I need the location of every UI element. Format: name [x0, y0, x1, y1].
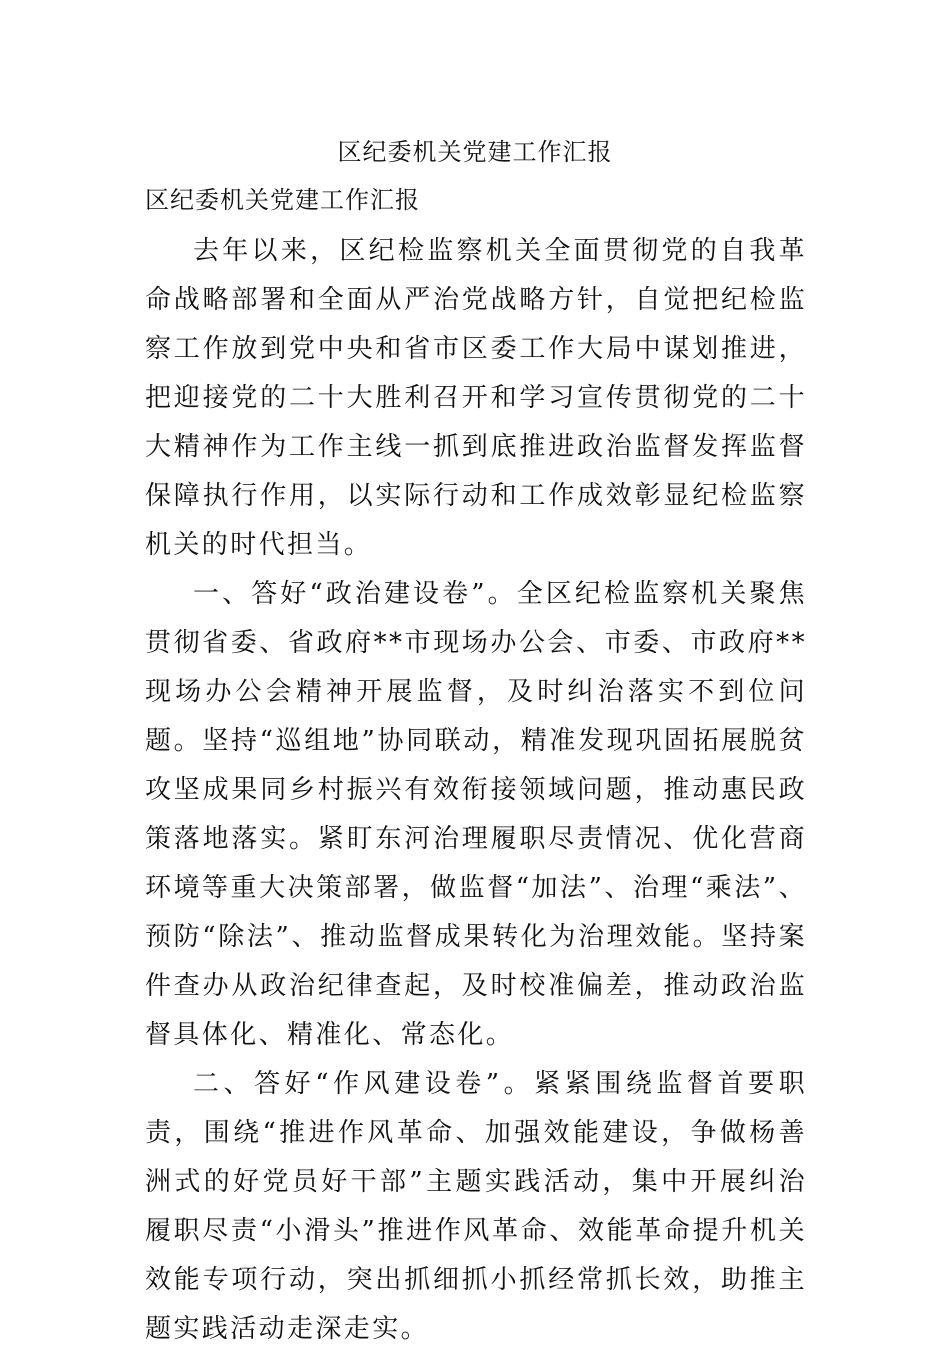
document-body	[145, 227, 807, 1354]
paragraph-intro: 去年以来，区纪检监察机关全面贯彻党的自我革命战略部署和全面从严治党战略方针，自觉把纪检监察工作放到党中央和省市区委工作大局中谋划推进，把迎接党的二十大胜利召开和学习宣传贯彻党的二十大精神作为工作主线一抓到底推进政治监督发挥监督保障执行作用，以实际行动和工作成效彰显纪检监察机关的时代担当。	[145, 236, 807, 560]
document-subtitle: 区纪委机关党建工作汇报	[145, 186, 420, 214]
document-title: 区纪委机关党建工作汇报	[337, 138, 613, 166]
paragraph-political-construction: 一、答好“政治建设卷”。全区纪检监察机关聚焦贯彻省委、省政府**市现场办公会、市委、市政府**现场办公会精神开展监督，及时纠治落实不到位问题。坚持“巡组地”协同联动，精准发现巩固拓展脱贫攻坚成果同乡村振兴有效衔接领域问题，推动惠民政策落地落实。紧盯东河治理履职尽责情况、优化营商环境等重大决策部署，做监督“加法”、治理“乘法”、预防“除法”、推动监督成果转化为治理效能。坚持案件查办从政治纪律查起，及时校准偏差，推动政治监督具体化、精准化、常态化。	[145, 579, 807, 1050]
paragraph-work-style-construction: 二、答好“作风建设卷”。紧紧围绕监督首要职责，围绕“推进作风革命、加强效能建设，争做杨善洲式的好党员好干部”主题实践活动，集中开展纠治履职尽责“小滑头”推进作风革命、效能革命提升机关效能专项行动，突出抓细抓小抓经常抓长效，助推主题实践活动走深走实。	[145, 1069, 807, 1344]
